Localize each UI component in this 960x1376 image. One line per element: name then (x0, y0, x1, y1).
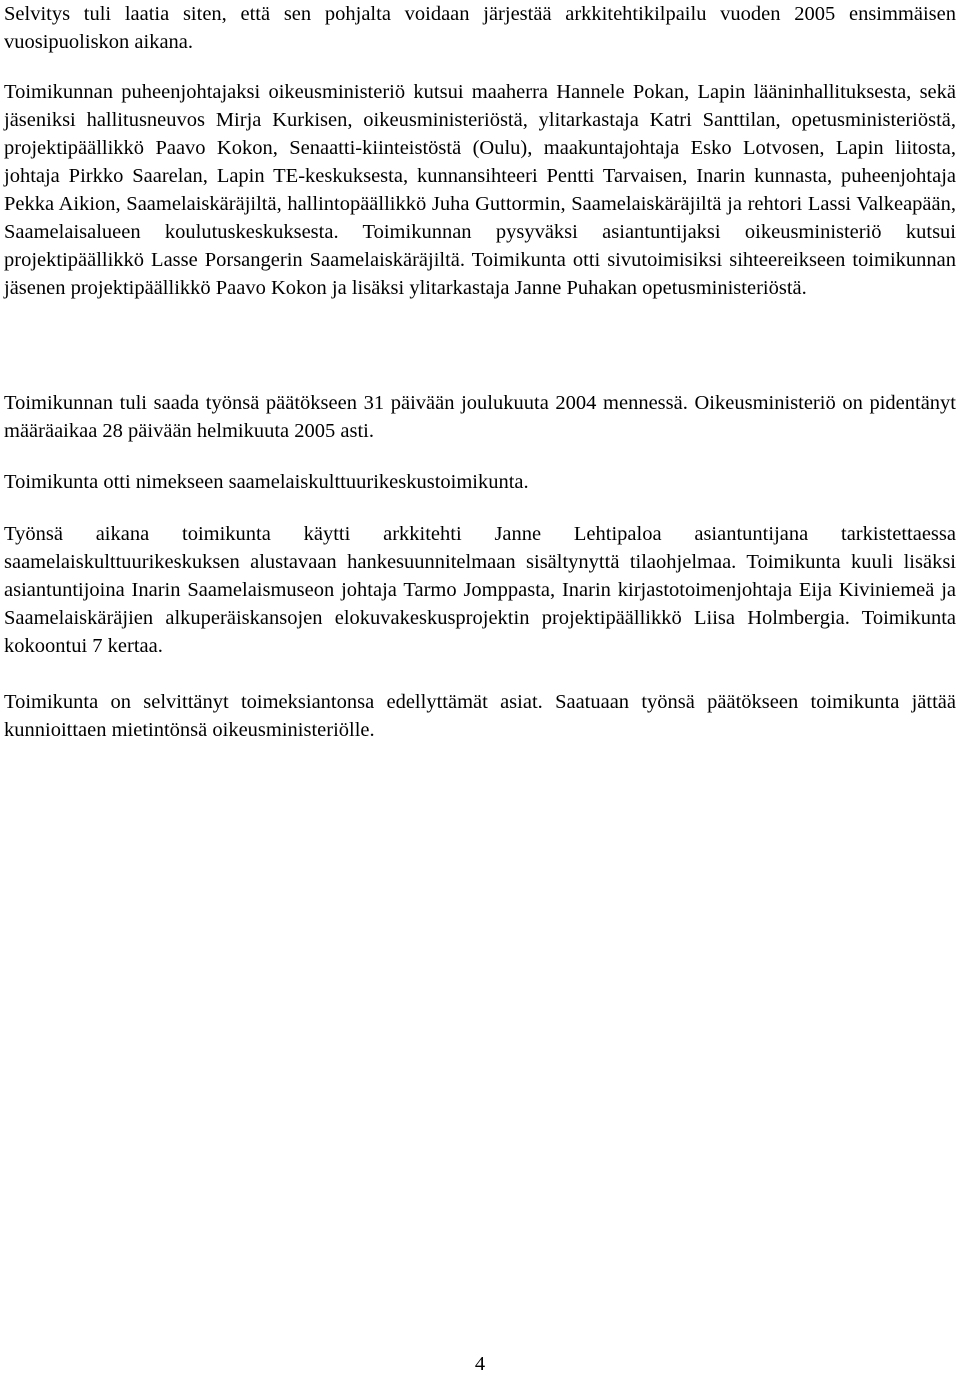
paragraph-deadline: Toimikunnan tuli saada työnsä päätökseen 31 päivään joulukuuta 2004 mennessä. Oikeusministeriö on pidentänyt määräaikaa 28 päivään helmikuuta 2005 asti. (4, 392, 956, 442)
page-number: 4 (474, 1353, 486, 1375)
paragraph-committee-members: Toimikunnan puheenjohtajaksi oikeusministeriö kutsui maaherra Hannele Pokan, Lapin lääninhallituksesta, sekä jäseniksi hallitusneuvos Mirja Kurkisen, oikeusministeriöstä, ylitarkastaja Katri Santtilan, opetusministeriöstä, projektipäällikkö Paavo Kokon, Senaatti-kiinteistöstä (Oulu), maakuntajohtaja Esko Lotvosen, Lapin liitosta, johtaja Pirkko Saarelan, Lapin TE-keskuksesta, kunnansihteeri Pentti Tarvaisen, Inarin kunnasta, puheenjohtaja Pekka Aikion, Saamelaiskäräjiltä, hallintopäällikkö Juha Guttormin, Saamelaiskäräjiltä ja rehtori Lassi Valkeapään, Saamelaisalueen koulutuskeskuksesta. Toimikunnan pysyväksi asiantuntijaksi oikeusministeriö kutsui projektipäällikkö Lasse Porsangerin Saamelaiskäräjiltä. Toimikunta otti sivutoimisiksi sihteereikseen toimikunnan jäsenen projektipäällikkö Paavo Kokon ja lisäksi ylitarkastaja Janne Puhakan opetusministeriöstä. (4, 81, 956, 299)
paragraph-conclusion: Toimikunta on selvittänyt toimeksiantonsa edellyttämät asiat. Saatuaan työnsä päätökseen toimikunta jättää kunnioittaen mietintönsä oikeusministeriölle. (4, 691, 956, 741)
paragraph-experts: Työnsä aikana toimikunta käytti arkkitehti Janne Lehtipaloa asiantuntijana tarkistettaessa saamelaiskulttuurikeskuksen alustavaan hankesuunnitelmaan sisältynyttä tilaohjelmaa. Toimikunta kuuli lisäksi asiantuntijoina Inarin Saamelaismuseon johtaja Tarmo Jomppasta, Inarin kirjastotoimenjohtaja Eija Kiviniemeä ja Saamelaiskäräjien alkuperäiskansojen elokuvakeskusprojektin projektipäällikkö Liisa Holmbergia. Toimikunta kokoontui 7 kertaa. (4, 523, 956, 657)
paragraph-committee-name: Toimikunta otti nimekseen saamelaiskulttuurikeskustoimikunta. (4, 471, 529, 493)
paragraph-competition-schedule: Selvitys tuli laatia siten, että sen pohjalta voidaan järjestää arkkitehtikilpailu vuoden 2005 ensimmäisen vuosipuoliskon aikana. (4, 3, 956, 53)
